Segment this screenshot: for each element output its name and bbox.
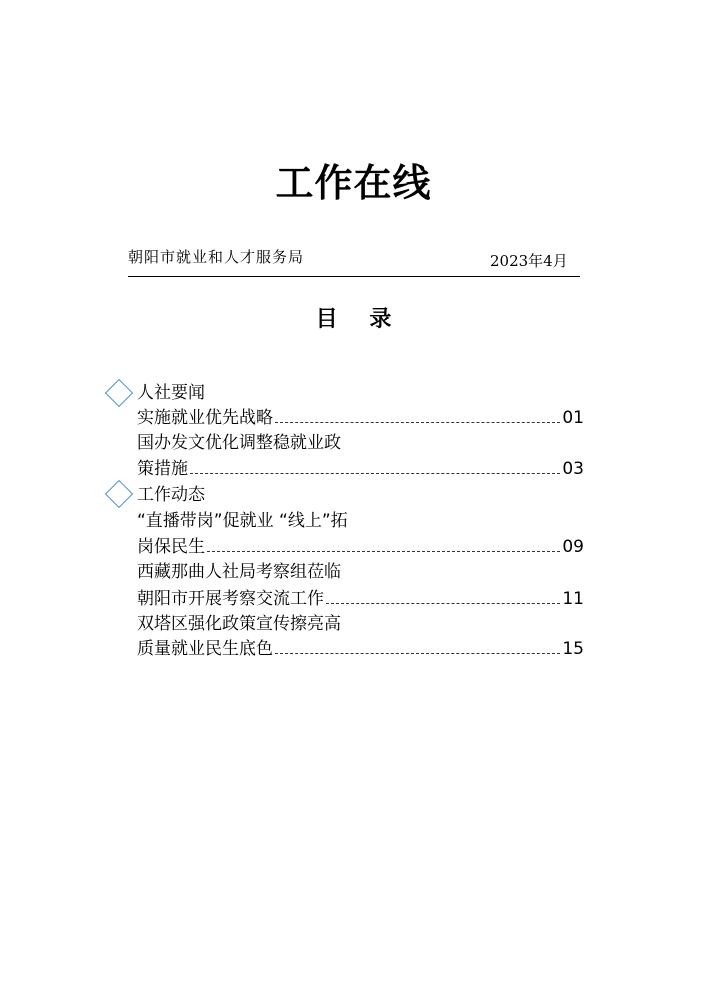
toc-entry[interactable] (137, 535, 584, 557)
toc-entry-title-line[interactable]: 西藏那曲人社局考察组莅临 (137, 562, 341, 582)
toc-entry-title: 朝阳市开展考察交流工作 (137, 589, 324, 609)
toc-page-number: 15 (562, 639, 584, 659)
toc-entry[interactable] (137, 587, 584, 609)
toc-entry-title-line[interactable]: 国办发文优化调整稳就业政 (137, 433, 341, 453)
header-divider (128, 276, 580, 277)
organization-name: 朝阳市就业和人才服务局 (128, 248, 305, 266)
toc-page-number: 03 (562, 459, 584, 479)
dot-leader (275, 421, 560, 423)
toc-page-number: 11 (562, 589, 584, 609)
section-heading: 工作动态 (137, 485, 205, 505)
document-title: 工作在线 (275, 161, 432, 205)
toc-entry[interactable] (137, 457, 584, 479)
toc-heading: 目 录 (315, 307, 404, 332)
dot-leader (275, 652, 560, 654)
toc-entry-title: 质量就业民生底色 (137, 639, 273, 659)
diamond-icon (105, 379, 133, 407)
toc-entry-title: 策措施 (137, 459, 188, 479)
dot-leader (190, 472, 560, 474)
toc-entry-title-line[interactable]: 双塔区强化政策宣传擦亮高 (137, 614, 341, 634)
diamond-icon (105, 480, 133, 508)
issue-date: 2023年4月 (490, 252, 568, 270)
toc-entry-title: 岗保民生 (137, 537, 205, 557)
toc-entry[interactable] (137, 637, 584, 659)
section-heading: 人社要闻 (137, 383, 205, 403)
toc-entry[interactable] (137, 406, 584, 428)
dot-leader (207, 550, 560, 552)
toc-entry-title: 实施就业优先战略 (137, 408, 273, 428)
toc-page-number: 09 (562, 537, 584, 557)
toc-page-number: 01 (562, 408, 584, 428)
dot-leader (326, 602, 560, 604)
toc-entry-title-line[interactable]: “直播带岗”促就业 “线上”拓 (137, 511, 348, 531)
